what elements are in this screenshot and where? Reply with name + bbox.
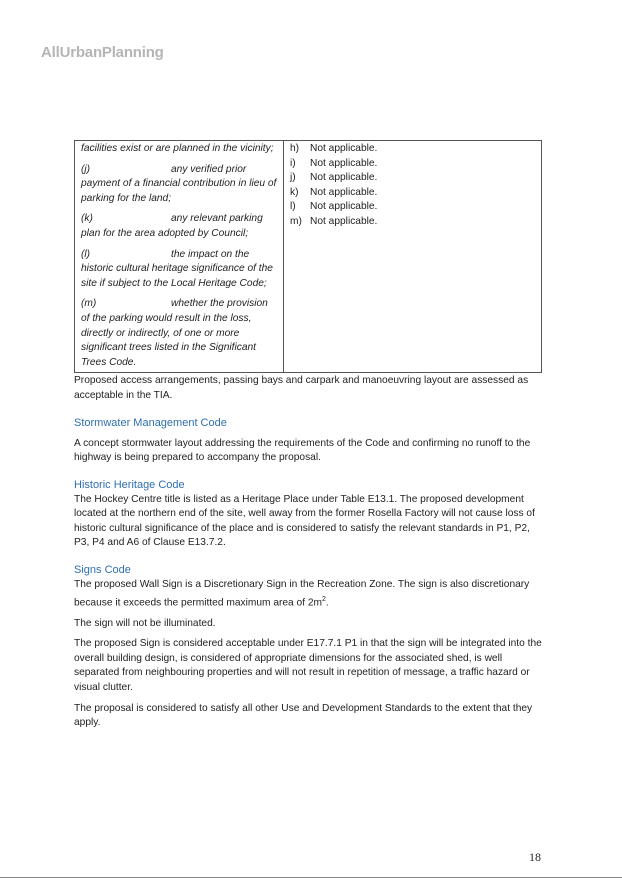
response-item: l) Not applicable. [290,201,378,213]
criterion-label: (j) [81,163,91,175]
criterion-item [81,163,277,207]
criterion-text: whether the provision of the parking would result in the loss, directly or indirectly, of one or more significant trees listed in the Significant Trees Code. [81,298,268,368]
response-item: h) Not applicable. [290,143,378,154]
assessment-table [74,140,542,373]
stormwater-heading: Stormwater Management Code [74,416,227,429]
bottom-divider [0,877,622,878]
criteria-cell [75,141,284,373]
signs-heading: Signs Code [74,564,131,577]
criterion-text: any relevant parking plan for the area adopted by Council; [81,213,263,239]
signs-paragraph-4: The proposal is considered to satisfy all other Use and Development Standards to the extent that they apply. [74,702,533,729]
criterion-item [81,212,277,241]
response-item: m) Not applicable. [290,215,378,227]
heritage-paragraph: The Hockey Centre title is listed as a Heritage Place under Table E13.1. The proposed development located at the northern end of the site, well away from the former Rosella Factory will not cause loss of historic cultural significance of the place and is considered to satisfy the relevant standards in P1, P2, P3, P4 and A6 of Clause E13.7.2. [74,493,535,549]
criterion-text: the impact on the historic cultural heritage significance of the site if subject to the Local Heritage Code; [81,248,273,289]
signs-paragraph-1: The proposed Wall Sign is a Discretionary Sign in the Recreation Zone. The sign is also discretionary because it exceeds the permitted maximum area of $2m^2$. [74,579,530,609]
criterion-text: any verified prior payment of a financial contribution in lieu of parking for the land; [81,163,277,204]
response-item: i) Not applicable. [290,157,378,169]
stormwater-paragraph: A concept stormwater layout addressing the requirements of the Code and confirming no runoff to the highway is being prepared to accompany the proposal. [74,437,531,464]
response-item: k) Not applicable. [290,186,378,198]
criterion-item: facilities exist or are planned in the vicinity; [81,143,274,154]
criterion-label: (l) [81,248,91,260]
signs-paragraph-2: The sign will not be illuminated. [74,617,216,629]
page-content [74,140,544,731]
heritage-heading: Historic Heritage Code [74,478,185,491]
signs-paragraph-3: The proposed Sign is considered acceptable under E17.7.1 P1 in that the sign will be integrated into the overall building design, is considered of appropriate dimensions for the associated shed, is well separated from neighbouring properties and will not result in repetition of message, a traffic hazard or visual clutter. [74,638,542,694]
criterion-item [81,297,277,370]
criterion-label: (k) [81,213,93,225]
company-logo: AllUrbanPlanning [41,44,164,61]
criterion-item [81,248,277,292]
page-number: 18 [529,850,541,864]
access-paragraph: Proposed access arrangements, passing bays and carpark and manoeuvring layout are assessed as acceptable in the TIA. [74,375,529,401]
response-cell [284,141,542,373]
criterion-label: (m) [81,298,97,310]
response-item: j) Not applicable. [290,172,378,184]
